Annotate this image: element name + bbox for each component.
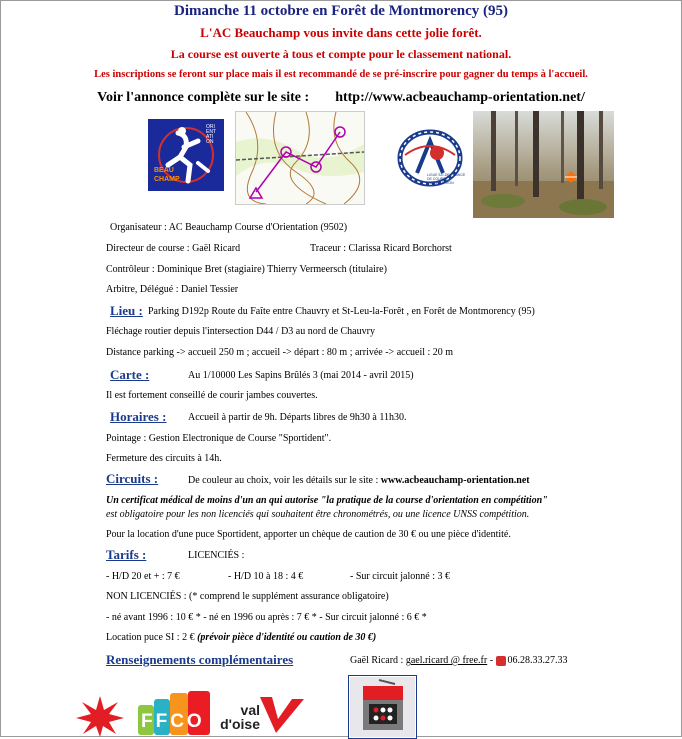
tarif-lic-2: - H/D 10 à 18 : 4 €	[228, 571, 304, 582]
ligue-logo-text: LIGUE ÎLE-DE-FRANCE DE COURSE D'ORIENTATION	[427, 173, 466, 185]
horaires-pointage: Pointage : Gestion Electronique de Course "Sportident".	[106, 433, 332, 444]
invite-line: L'AC Beauchamp vous invite dans cette jolie forêt.	[200, 25, 482, 40]
location-puce: Pour la location d'une puce Sportident, apporter un chèque de caution de 30 € ou une pièce d'identité.	[106, 529, 511, 540]
val-doise-logo	[214, 697, 310, 737]
announce-label: Voir l'annonce complète sur le site :	[97, 90, 310, 105]
horaires-fermeture: Fermeture des circuits à 14h.	[106, 453, 222, 464]
horaires-text: Accueil à partir de 9h. Départs libres de 9h30 à 11h30.	[188, 412, 407, 423]
tarif-puce-label: Location puce SI : 2 €	[106, 632, 195, 643]
lieu-text: Parking D192p Route du Faîte entre Chauvry et St-Leu-la-Forêt , en Forêt de Montmorency (95)	[148, 306, 535, 317]
tarif-puce-note: (prévoir pièce d'identité ou caution de 30 €)	[197, 632, 377, 643]
tarifs-non-licencies: NON LICENCIÉS : (* comprend le supplément assurance obligatoire)	[106, 591, 389, 602]
tarif-lic-3: - Sur circuit jalonné : 3 €	[350, 571, 450, 582]
contact-sep: -	[487, 655, 496, 666]
forest-photo	[473, 111, 614, 218]
tarif-lic-1: - H/D 20 et + : 7 €	[106, 571, 180, 582]
tarifs-heading: Tarifs :	[106, 547, 147, 562]
beauchamp-logo-vertical: ORIENTATION	[206, 124, 216, 145]
tarif-non-lic-line: - né avant 1996 : 10 € * - né en 1996 ou après : 7 € * - Sur circuit jalonné : 6 € *	[106, 612, 427, 623]
beauchamp-logo	[148, 119, 224, 191]
organisateur: Organisateur : AC Beauchamp Course d'Orientation (9502)	[110, 222, 348, 233]
arbitre: Arbitre, Délégué : Daniel Tessier	[106, 284, 239, 295]
star-logo	[74, 694, 126, 737]
announce-url[interactable]: http://www.acbeauchamp-orientation.net/	[335, 90, 585, 105]
controleur: Contrôleur : Dominique Bret (stagiaire) Thierry Vermeersch (titulaire)	[106, 264, 387, 275]
certificat-line-2: est obligatoire pour les non licenciés qui souhaitent être chronométrés, ou une licence UNSS compétition.	[106, 509, 530, 520]
orienteering-map-image	[235, 111, 365, 205]
horaires-heading: Horaires :	[110, 409, 167, 424]
traceur: Traceur : Clarissa Ricard Borchorst	[310, 243, 452, 254]
lieu-flechage: Fléchage routier depuis l'intersection D44 / D3 au nord de Chauvry	[106, 326, 375, 337]
circuits-text	[188, 475, 530, 486]
directeur: Directeur de course : Gaël Ricard	[106, 243, 241, 254]
carte-conseil: Il est fortement conseillé de courir jambes couvertes.	[106, 390, 318, 401]
certificat-line-1: Un certificat médical de moins d'un an qui autorise "la pratique de la course d'orientation en compétition"	[106, 495, 548, 506]
contact-email[interactable]: gael.ricard @ free.fr	[405, 655, 488, 666]
open-line: La course est ouverte à tous et compte pour le classement national.	[170, 47, 512, 61]
ffco-logo	[136, 689, 212, 737]
renseignements-heading: Renseignements complémentaires	[106, 652, 294, 667]
page-title: Dimanche 11 octobre en Forêt de Montmorency (95)	[174, 3, 508, 19]
sportident-box-image	[348, 675, 417, 739]
circuits-url[interactable]: www.acbeauchamp-orientation.net	[380, 475, 530, 486]
registration-line: Les inscriptions se feront sur place mais il est recommandé de se pré-inscrire pour gagner du temps à l'accueil.	[94, 69, 588, 80]
lieu-distance: Distance parking -> accueil 250 m ; accueil -> départ : 80 m ; arrivée -> accueil : 20 m	[106, 347, 454, 358]
contact-phone: 06.28.33.27.33	[507, 655, 568, 666]
val-doise-logo-text: val d'oise	[220, 702, 260, 732]
ligue-logo	[393, 127, 467, 189]
announce-line	[0, 90, 682, 106]
tarifs-licencies: LICENCIÉS :	[188, 550, 245, 561]
ffco-logo-text: FFCO	[141, 711, 205, 732]
carte-heading: Carte :	[110, 367, 150, 382]
tarif-puce	[106, 632, 376, 643]
beauchamp-logo-text: BEAU CHAMP	[154, 167, 180, 183]
phone-icon	[496, 656, 506, 666]
carte-text: Au 1/10000 Les Sapins Brûlés 3 (mai 2014 - avril 2015)	[188, 370, 414, 381]
renseignements-contact	[350, 655, 568, 666]
contact-name: Gaël Ricard :	[350, 655, 404, 666]
circuits-heading: Circuits :	[106, 471, 159, 486]
circuits-label: De couleur au choix, voir les détails sur le site :	[188, 475, 379, 486]
lieu-heading: Lieu :	[110, 303, 143, 318]
